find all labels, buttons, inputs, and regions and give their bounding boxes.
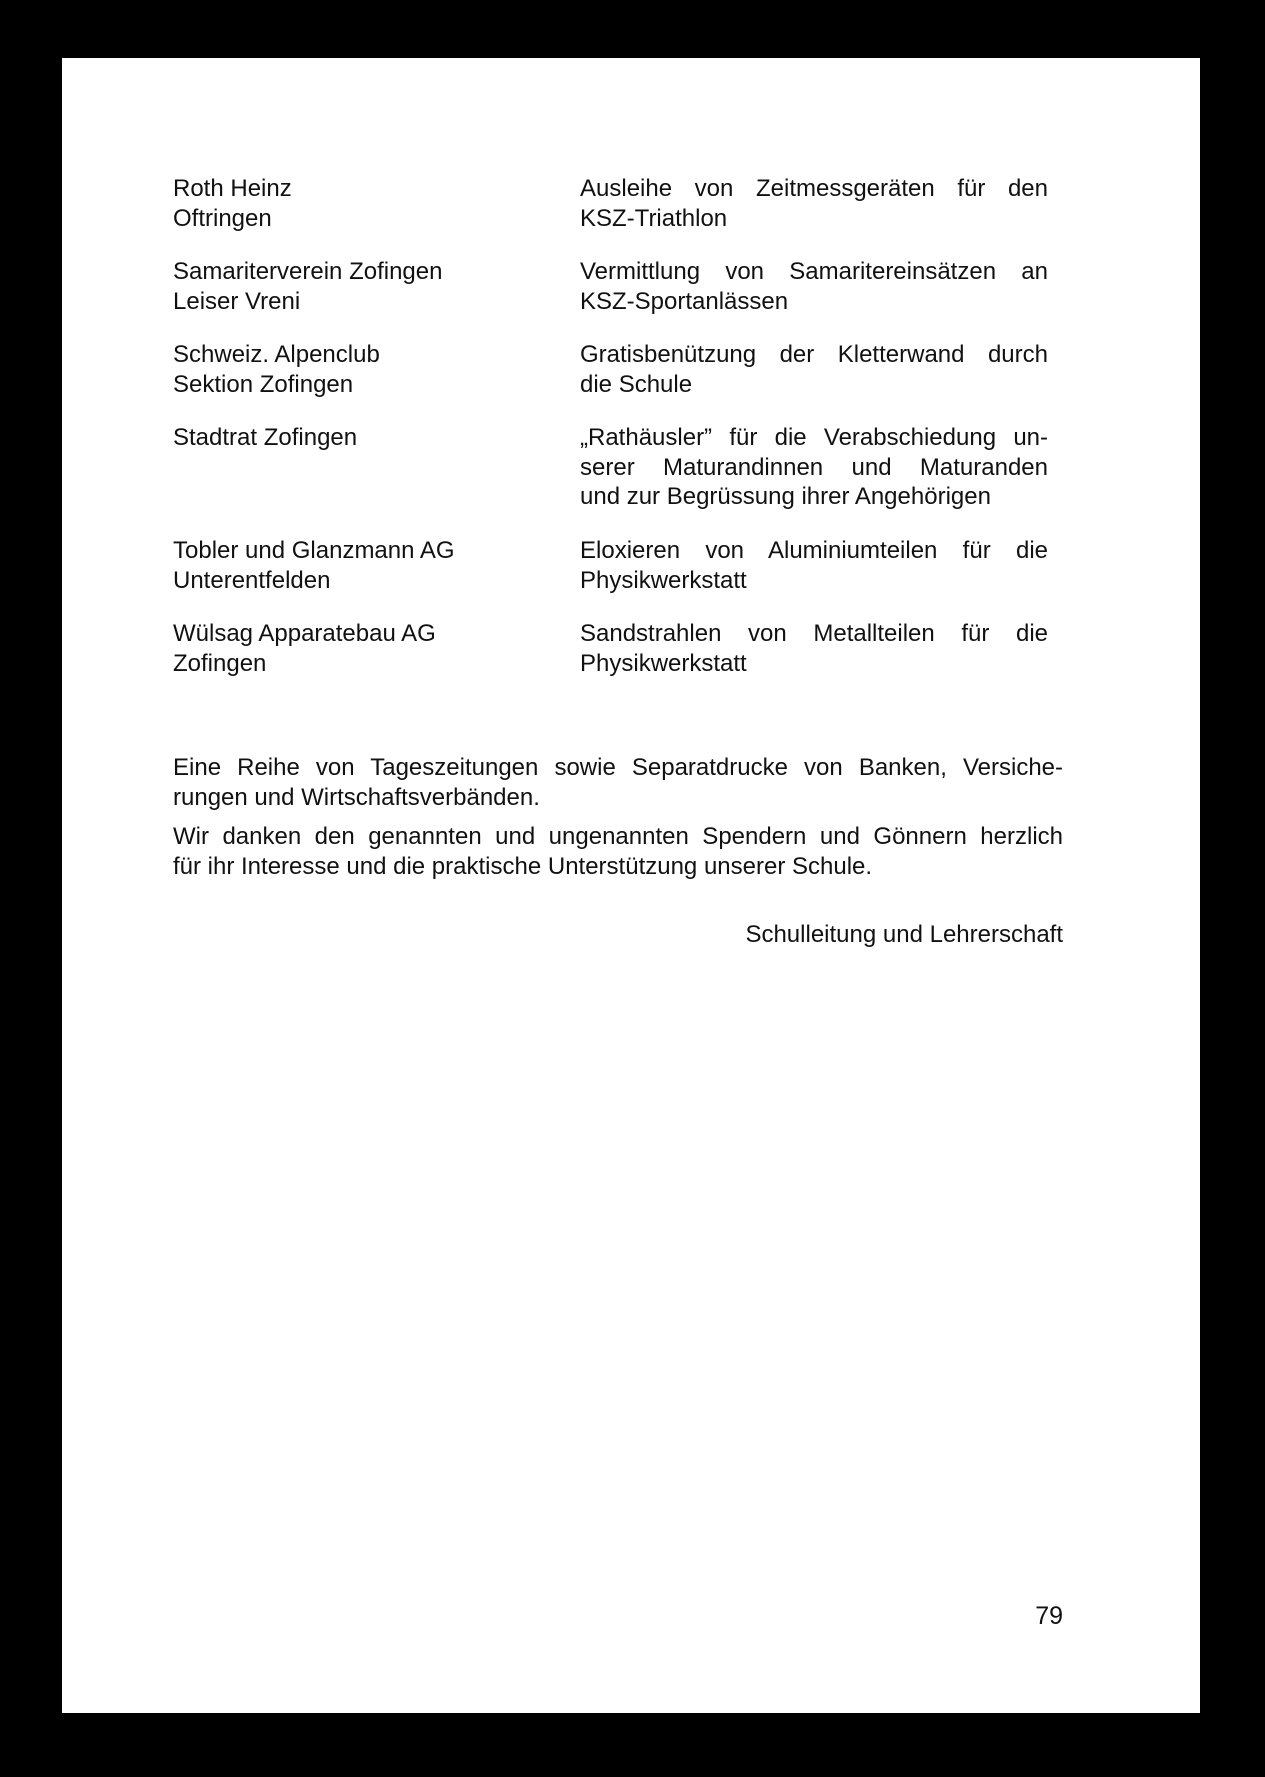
document-page (62, 58, 1200, 1713)
sponsor-contribution (580, 340, 1048, 399)
contribution-line: Physikwerkstatt (580, 649, 747, 677)
sponsor-name-line: Oftringen (173, 204, 272, 232)
paragraph-line: für ihr Interesse und die praktische Unterstützung unserer Schule. (173, 852, 873, 880)
contribution-line: Sandstrahlen von Metallteilen für die (580, 620, 1048, 647)
contribution-line: serer Maturandinnen und Maturanden (580, 453, 1048, 481)
paragraph (173, 822, 1063, 881)
contribution-line: Ausleihe von Zeitmessgeräten für den (580, 175, 1048, 202)
sponsor-name-line: Sektion Zofingen (173, 370, 354, 398)
sponsor-contribution (580, 619, 1048, 678)
contribution-line: KSZ-Triathlon (580, 204, 728, 232)
sponsor-contribution (580, 536, 1048, 595)
sponsor-name (173, 340, 543, 399)
sponsor-name (173, 423, 543, 453)
contribution-line: Eloxieren von Aluminiumteilen für die (580, 537, 1048, 564)
sponsor-name-line: Tobler und Glanzmann AG (173, 537, 455, 564)
paragraph-line: Wir danken den genannten und ungenannten Spendern und Gönnern herzlich (173, 823, 1063, 850)
contribution-line: Gratisbenützung der Kletterwand durch (580, 341, 1048, 368)
contribution-line: Vermittlung von Samaritereinsätzen an (580, 258, 1048, 285)
paragraph (173, 753, 1063, 812)
sponsor-contribution (580, 257, 1048, 316)
sponsor-name-line: Leiser Vreni (173, 287, 301, 315)
contribution-line: „Rathäusler” für die Verabschiedung un- (580, 424, 1048, 451)
sponsor-name-line: Samariterverein Zofingen (173, 258, 443, 285)
sponsor-name (173, 174, 543, 233)
contribution-line: und zur Begrüssung ihrer Angehörigen (580, 483, 991, 510)
signature: Schulleitung und Lehrerschaft (745, 921, 1063, 948)
sponsor-name (173, 619, 543, 678)
contribution-line: die Schule (580, 370, 693, 398)
sponsor-name-line: Unterentfelden (173, 566, 331, 594)
sponsor-contribution (580, 174, 1048, 233)
sponsor-name-line: Wülsag Apparatebau AG (173, 620, 436, 647)
sponsor-name (173, 257, 543, 316)
sponsor-name-line: Schweiz. Alpenclub (173, 341, 380, 368)
contribution-line: KSZ-Sportanlässen (580, 287, 789, 315)
sponsor-name-line: Zofingen (173, 649, 267, 677)
paragraph-line: Eine Reihe von Tageszeitungen sowie Separatdrucke von Banken, Versiche- (173, 754, 1063, 781)
page-number: 79 (1035, 1602, 1063, 1630)
contribution-line: Physikwerkstatt (580, 566, 747, 594)
sponsor-name-line: Roth Heinz (173, 175, 292, 202)
sponsor-contribution (580, 423, 1048, 512)
sponsor-name (173, 536, 543, 595)
paragraph-line: rungen und Wirtschaftsverbänden. (173, 783, 540, 811)
sponsor-name-line: Stadtrat Zofingen (173, 424, 358, 451)
